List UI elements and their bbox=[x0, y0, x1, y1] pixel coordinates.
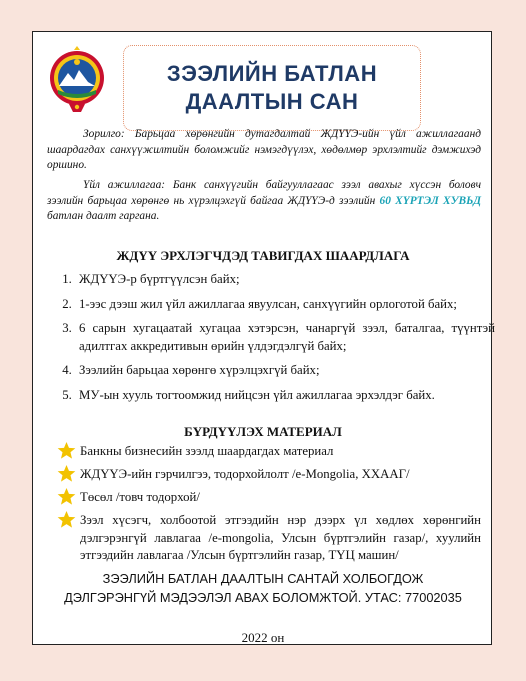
material-text: ЖДҮҮЭ-ийн гэрчилгээ, тодорхойлолт /e-Mongolia, ХХААГ/ bbox=[80, 467, 410, 481]
purpose-text: Зорилго: Барьцаа хөрөнгийн дутагдалтай ЖДҮҮЭ-ийн үйл ажиллагаанд шаардагдах санхүүжилтийн боломжийг нэмэгдүүлэх, хөдөлмөр эрхлэлтийг дэмжихэд оршино. bbox=[47, 128, 481, 171]
star-icon bbox=[57, 441, 76, 460]
title-line-2: ДААЛТЫН САН bbox=[185, 89, 359, 114]
contact-line-1: ЗЭЭЛИЙН БАТЛАН ДААЛТЫН САНТАЙ ХОЛБОГДОЖ bbox=[102, 571, 424, 586]
contact-line-2: ДЭЛГЭРЭНГҮЙ МЭДЭЭЛЭЛ АВАХ БОЛОМЖТОЙ. УТАС: 77002035 bbox=[64, 590, 462, 605]
material-text: Банкны бизнесийн зээлд шаардагдах материал bbox=[80, 444, 334, 458]
requirements-list bbox=[57, 271, 495, 411]
state-emblem-icon bbox=[47, 46, 107, 114]
contact-info bbox=[43, 569, 483, 607]
requirement-item: 3. 6 сарын хугацаатай хугацаа хэтэрсэн, чанаргүй зээл, баталгаа, түүнтэй адилтгах аккредитивын өрийн үлдэгдэлгүй байх; bbox=[75, 320, 495, 355]
star-icon bbox=[57, 464, 76, 483]
requirement-item: 4. Зээлийн барьцаа хөрөнгө хүрэлцэхгүй байх; bbox=[75, 362, 495, 380]
purpose-paragraph bbox=[47, 127, 481, 174]
requirement-item: 5. МУ-ын хууль тогтоомжид нийцсэн үйл ажиллагаа эрхэлдэг байх. bbox=[75, 387, 495, 405]
material-item bbox=[57, 443, 481, 461]
requirement-item: 1. ЖДҮҮЭ-р бүртгүүлсэн байх; bbox=[75, 271, 495, 289]
star-icon bbox=[57, 510, 76, 529]
material-item bbox=[57, 512, 481, 565]
materials-heading: БҮРДҮҮЛЭХ МАТЕРИАЛ bbox=[184, 424, 342, 439]
material-text: Зээл хүсэгч, холбоотой этгээдийн нэр дээрх үл хөдлөх хөрөнгийн дэлгэрэнгүй лавлагаа /e-mongolia, Улсын бүртгэлийн газар/, хуулийн этгээдийн лавлагаа /Улсын бүртгэлийн газар, ТҮЦ машин/ bbox=[80, 513, 481, 562]
activity-paragraph bbox=[47, 178, 481, 225]
activity-text-end: батлан даалт гаргана. bbox=[47, 210, 160, 222]
activity-text-start: Үйл ажиллагаа: Банк санхүүгийн байгууллагаас зээл авахыг хүссэн боловч зээлийн барьцаа хөрөнгө нь хүрэлцэхгүй байгаа ЖДҮҮЭ-д зээлийн bbox=[47, 179, 481, 207]
material-item bbox=[57, 466, 481, 484]
star-icon bbox=[57, 487, 76, 506]
requirement-item: 2. 1-ээс дээш жил үйл ажиллагаа явуулсан, санхүүгийн орлоготой байх; bbox=[75, 296, 495, 314]
page-title bbox=[123, 45, 421, 131]
year-label: 2022 он bbox=[241, 630, 285, 645]
material-text: Төсөл /товч тодорхой/ bbox=[80, 490, 200, 504]
requirements-heading: ЖДҮҮ ЭРХЛЭГЧДЭД ТАВИГДАХ ШААРДЛАГА bbox=[116, 248, 410, 263]
flyer-page bbox=[32, 31, 495, 645]
material-item bbox=[57, 489, 481, 507]
title-line-1: ЗЭЭЛИЙН БАТЛАН bbox=[166, 61, 378, 86]
activity-highlight: 60 ХҮРТЭЛ ХУВЬД bbox=[379, 194, 482, 207]
